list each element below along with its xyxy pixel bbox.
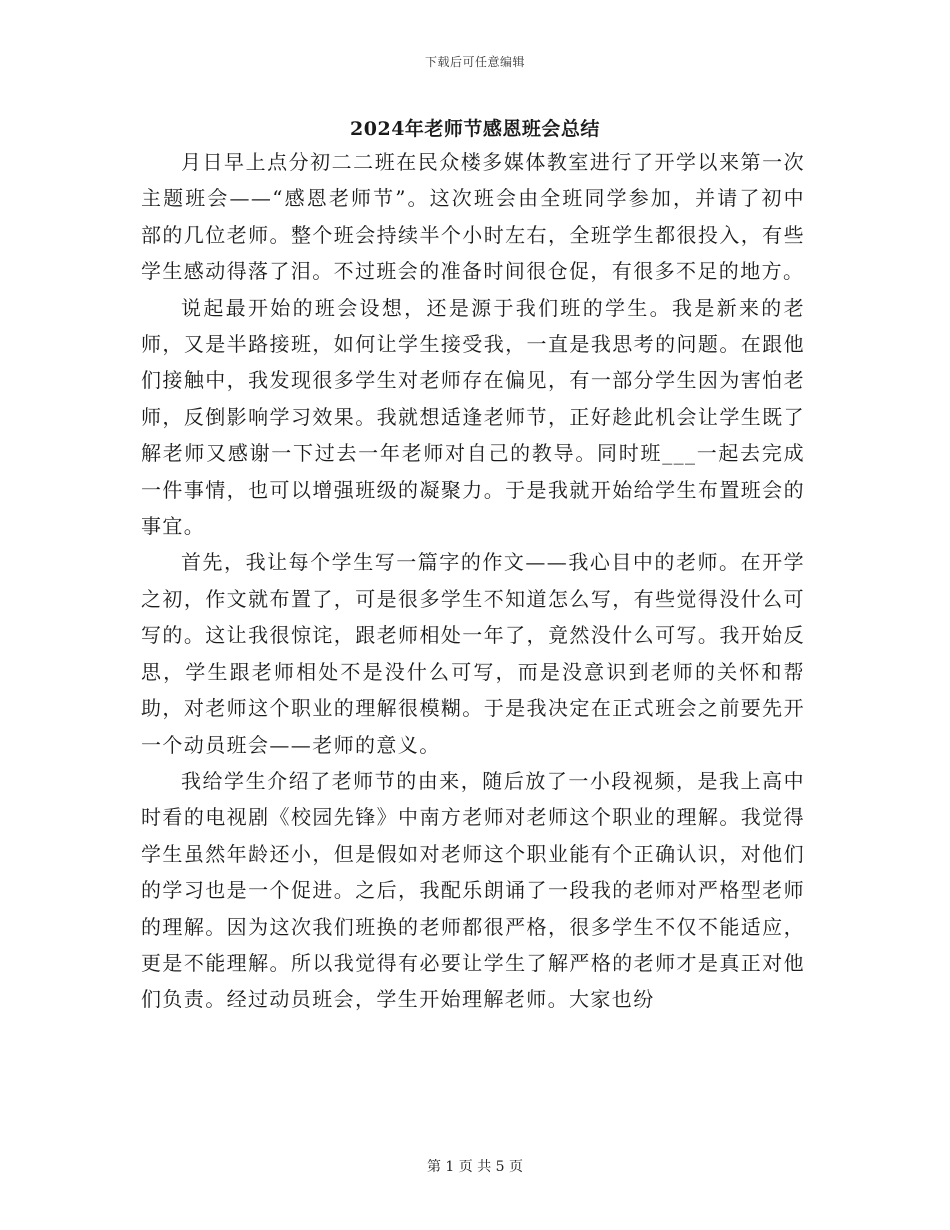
document-title: 2024年老师节感恩班会总结 [350, 118, 600, 140]
paragraph-2: 说起最开始的班会设想，还是源于我们班的学生。我是新来的老师，又是半路接班，如何让学生接受我，一直是我思考的问题。在跟他们接触中，我发现很多学生对老师存在偏见，有一部分学生因为害怕老师，反倒影响学习效果。我就想适逢老师节，正好趁此机会让学生既了解老师又感谢一下过去一年老师对自己的教导。同时班___一起去完成一件事情，也可以增强班级的凝聚力。于是我就开始给学生布置班会的事宜。 [141, 295, 805, 539]
paragraph-4: 我给学生介绍了老师节的由来，随后放了一小段视频，是我上高中时看的电视剧《校园先锋》中南方老师对老师这个职业的理解。我觉得学生虽然年龄还小，但是假如对老师这个职业能有个正确认识，对他们的学习也是一个促进。之后，我配乐朗诵了一段我的老师对严格型老师的理解。因为这次我们班换的老师都很严格，很多学生不仅不能适应，更是不能理解。所以我觉得有必要让学生了解严格的老师才是真正对他们负责。经过动员班会，学生开始理解老师。大家也纷 [141, 768, 805, 1012]
document-body [141, 144, 805, 1018]
page-number: 第 1 页 共 5 页 [426, 1159, 524, 1175]
paragraph-3: 首先，我让每个学生写一篇字的作文——我心目中的老师。在开学之初，作文就布置了，可是很多学生不知道怎么写，有些觉得没什么可写的。这让我很惊诧，跟老师相处一年了，竟然没什么可写。我开始反思，学生跟老师相处不是没什么可写，而是没意识到老师的关怀和帮助，对老师这个职业的理解很模糊。于是我决定在正式班会之前要先开一个动员班会——老师的意义。 [141, 550, 805, 757]
header-note: 下载后可任意编辑 [424, 55, 525, 69]
paragraph-1: 月日早上点分初二二班在民众楼多媒体教室进行了开学以来第一次主题班会——“感恩老师节”。这次班会由全班同学参加，并请了初中部的几位老师。整个班会持续半个小时左右，全班学生都很投入，有些学生感动得落了泪。不过班会的准备时间很仓促，有很多不足的地方。 [141, 150, 805, 284]
